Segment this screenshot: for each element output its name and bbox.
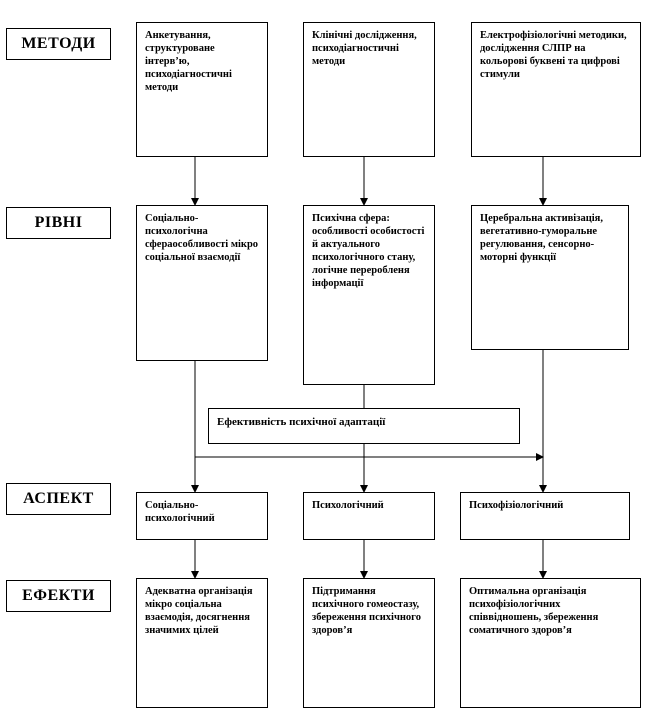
methods-cell-2: Клінічні дослідження, психодіагностичні методи (303, 22, 435, 157)
aspect-cell-1: Соціально-психологічний (136, 492, 268, 540)
effectiveness-band: Ефективність психічної адаптації (208, 408, 520, 444)
label-rivni: РІВНІ (6, 207, 111, 239)
levels-cell-1: Соціально-психологічна сфераособливості мікро соціальної взаємодії (136, 205, 268, 361)
aspect-cell-2: Психологічний (303, 492, 435, 540)
levels-cell-3: Церебральна активізація, вегетативно-гуморальне регулювання, сенсорно-моторні функції (471, 205, 629, 350)
methods-cell-3: Електрофізіологічні методики, дослідження СЛПР на кольорові буквені та цифрові стимули (471, 22, 641, 157)
methods-cell-1: Анкетування, структуроване інтерв’ю, психодіагностичні методи (136, 22, 268, 157)
label-efekty: ЕФЕКТИ (6, 580, 111, 612)
label-aspekt: АСПЕКТ (6, 483, 111, 515)
effects-cell-3: Оптимальна організація психофізіологічних співвідношень, збереження соматичного здоров’я (460, 578, 641, 708)
aspect-cell-3: Психофізіологічний (460, 492, 630, 540)
label-metody: МЕТОДИ (6, 28, 111, 60)
effects-cell-2: Підтримання психічного гомеостазу, збереження психічного здоров’я (303, 578, 435, 708)
effects-cell-1: Адекватна організація мікро соціальна взаємодія, досягнення значимих цілей (136, 578, 268, 708)
levels-cell-2: Психічна сфера: особливості особистості й актуального психологічного стану, логічне переробленя інформації (303, 205, 435, 385)
